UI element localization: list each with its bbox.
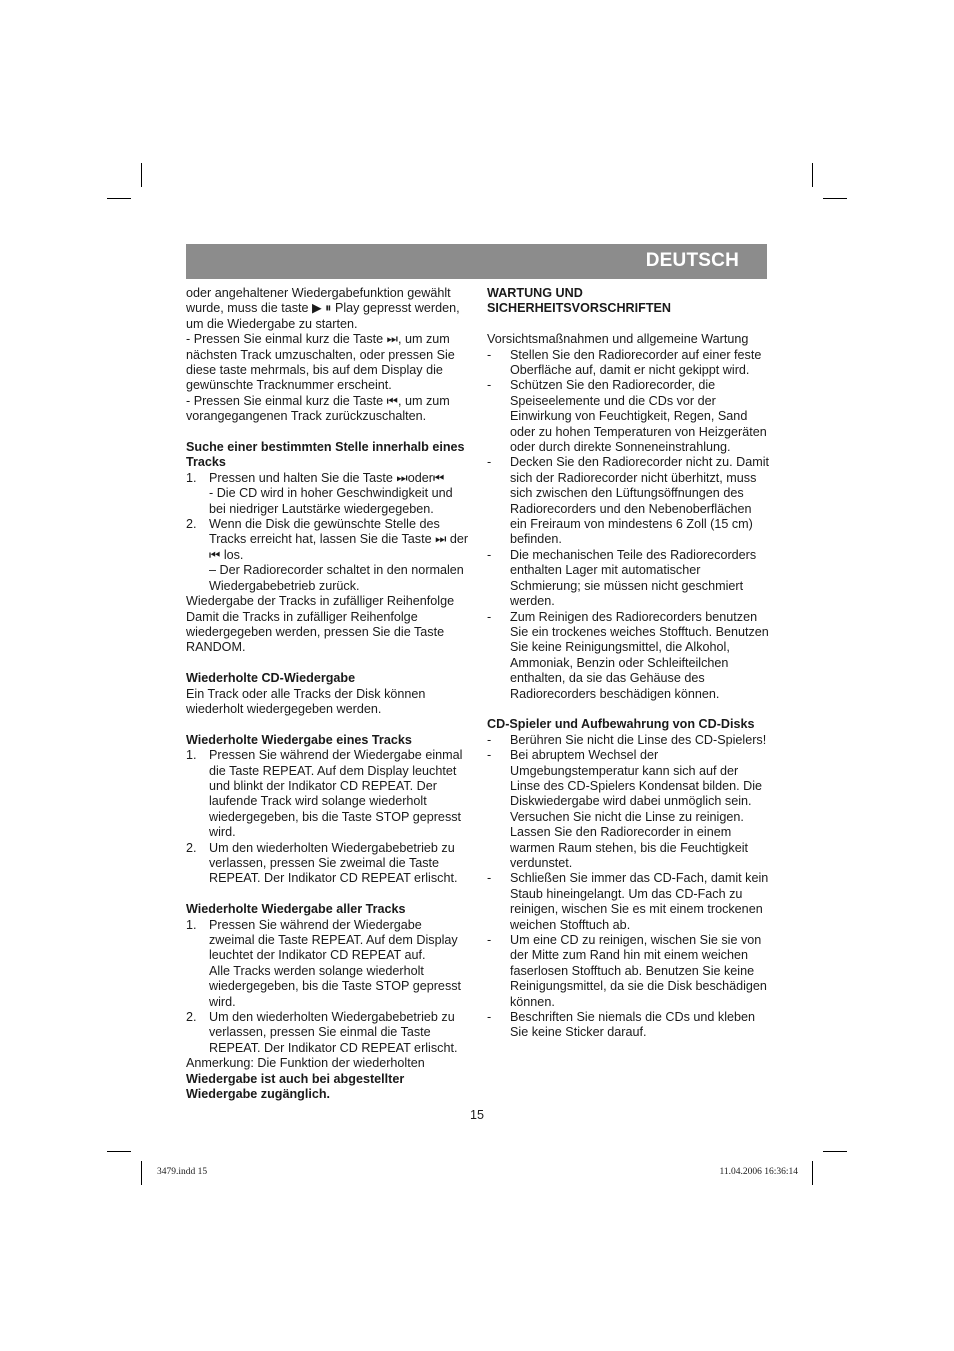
paragraph: Damit die Tracks in zufälliger Reihenfolge wiedergegeben werden, pressen Sie die Taste RANDOM. (186, 609, 445, 655)
section-heading: Wiederholte CD-Wiedergabe (186, 671, 356, 686)
paragraph: - Pressen Sie einmal kurz die Taste ⏮, um zum vorangegangenen Track zurückzuschalten. (186, 393, 450, 424)
list-text: Schützen Sie den Radiorecorder, die Speiseelemente und die CDs vor der Einwirkung von Feuchtigkeit, Regen, Sand oder zu hohen Temperaturen von Heizgeräten oder durch direkte Sonneneinstrahlung. (510, 378, 767, 455)
list-number: 2. (186, 840, 197, 855)
list-item (487, 933, 769, 1010)
crop-mark (141, 1161, 142, 1185)
note-bold: Wiedergabe ist auch bei abgestellter Wiedergabe zugänglich. (186, 1071, 405, 1102)
list-number: 2. (186, 1010, 197, 1025)
paragraph: Wiedergabe der Tracks in zufälliger Reihenfolge (186, 594, 455, 609)
list-item (487, 548, 769, 610)
list-item (487, 748, 769, 871)
list-text: Pressen Sie während der Wiedergabe einmal die Taste REPEAT. Auf dem Display leuchtet und blinkt der Indikator CD REPEAT. Der laufende Track wird solange wiederholt wiedergegeben, bis die Taste STOP gepresst wird. (209, 748, 463, 840)
note: Anmerkung: Die Funktion der wiederholten (186, 1056, 425, 1071)
list-item (186, 471, 470, 517)
right-column (487, 286, 769, 1041)
list-bullet: - (487, 347, 492, 362)
crop-mark (823, 1151, 847, 1152)
list-bullet: - (487, 455, 492, 470)
list-text: Bei abruptem Wechsel der Umgebungstemperatur kann sich auf der Linse des CD-Spielers Kondensat bilden. Die Diskwiedergabe wird dabei unmöglich sein. Versuchen Sie nicht die Linse zu reinigen. Lassen Sie den Radiorecorder in einem warmen Raum stehen, bis die Feuchtigkeit verdunstet. (510, 748, 763, 870)
list-text: Decken Sie den Radiorecorder nicht zu. Damit sich der Radiorecorder nicht überhitzt, muss sich zwischen den Lüftungsöffnungen des Radiorecorders und den Nebenoberflächen ein Freiraum von mindestens 6 Zoll (15 cm) befinden. (510, 455, 769, 547)
timestamp-slug: 11.04.2006 16:36:14 (719, 1167, 798, 1177)
section-heading: Suche einer bestimmten Stelle innerhalb eines Tracks (186, 440, 465, 470)
section-heading: WARTUNG UND SICHERHEITSVORSCHRIFTEN (487, 286, 672, 316)
crop-mark (812, 163, 813, 187)
list-text: Um den wiederholten Wiedergabebetrieb zu verlassen, pressen Sie einmal die Taste REPEAT. Der Indikator CD REPEAT erlischt. (209, 1010, 458, 1055)
paragraph: oder angehaltener Wiedergabefunktion gewählt wurde, muss die taste ▶ ⏸ Play gepresst werden, um die Wiedergabe zu starten. (186, 286, 460, 331)
list-bullet: - (487, 748, 492, 763)
crop-mark (823, 198, 847, 199)
language-header-bar (186, 244, 767, 279)
list-item (487, 733, 769, 748)
crop-mark (812, 1161, 813, 1185)
crop-mark (107, 1151, 131, 1152)
list-item (487, 348, 769, 379)
list-item (487, 455, 769, 547)
list-bullet: - (487, 378, 492, 393)
list-bullet: - (487, 609, 492, 624)
paragraph: Ein Track oder alle Tracks der Disk können wiederholt wiedergegeben werden. (186, 686, 426, 716)
list-item (186, 841, 470, 887)
file-slug: 3479.indd 15 (157, 1167, 208, 1177)
list-bullet: - (487, 732, 492, 747)
section-heading: Wiederholte Wiedergabe aller Tracks (186, 902, 406, 917)
list-number: 2. (186, 517, 197, 532)
list-bullet: - (487, 1010, 492, 1025)
list-item (186, 748, 470, 840)
section-heading: Wiederholte Wiedergabe eines Tracks (186, 732, 412, 747)
list-text: Stellen Sie den Radiorecorder auf einer feste Oberfläche auf, damit er nicht gekippt wird. (510, 347, 762, 378)
list-text: Wenn die Disk die gewünschte Stelle des Tracks erreicht hat, lassen Sie die Taste ⏭ der ⏮ los. (209, 517, 469, 562)
list-subtext: Alle Tracks werden solange wiederholt wiedergegeben, bis die Taste STOP gepresst wird. (209, 963, 462, 1009)
list-item (186, 918, 470, 1010)
section-subheading: Vorsichtsmaßnahmen und allgemeine Wartung (487, 332, 749, 347)
list-number: 1. (186, 917, 197, 932)
crop-mark (141, 163, 142, 187)
list-text: Zum Reinigen des Radiorecorders benutzen Sie ein trockenes weiches Stofftuch. Benutzen Sie keine Reinigungsmittel, die Alkohol, Ammoniak, Benzin oder Schleifteilchen enthalten, da sie das Gehäuse des Radiorecorders beschädigen können. (510, 609, 769, 701)
list-item (487, 610, 769, 702)
list-text: Pressen und halten Sie die Taste ⏭oder⏮ (209, 470, 445, 485)
list-subtext: - Die CD wird in hoher Geschwindigkeit und bei niedriger Lautstärke wiedergegeben. (209, 486, 453, 516)
list-text: Berühren Sie nicht die Linse des CD-Spielers! (510, 732, 767, 747)
list-bullet: - (487, 871, 492, 886)
list-text: Schließen Sie immer das CD-Fach, damit kein Staub hineingelangt. Um das CD-Fach zu reinigen, wischen Sie es mit einem trockenen weichen Stofftuch ab. (510, 871, 769, 932)
paragraph: - Pressen Sie einmal kurz die Taste ⏭, um zum nächsten Track umzuschalten, oder pressen Sie diese taste mehrmals, bis auf dem Display die gewünschte Tracknummer erscheint. (186, 332, 455, 393)
list-text: Pressen Sie während der Wiedergabe zweimal die Taste REPEAT. Auf dem Display leuchtet der Indikator CD REPEAT auf. (209, 917, 458, 963)
list-item (487, 871, 769, 933)
page-number: 15 (469, 1108, 484, 1122)
list-item (487, 1010, 769, 1041)
section-heading: CD-Spieler und Aufbewahrung von CD-Disks (487, 717, 755, 732)
left-column (186, 286, 470, 1102)
list-bullet: - (487, 547, 492, 562)
list-text: Die mechanischen Teile des Radiorecorders enthalten Lager mit automatischer Schmierung; sie müssen nicht geschmiert werden. (510, 547, 757, 609)
language-title: DEUTSCH (645, 250, 739, 271)
list-number: 1. (186, 470, 197, 485)
list-item (186, 517, 470, 594)
crop-mark (107, 198, 131, 199)
list-text: Um den wiederholten Wiedergabebetrieb zu verlassen, pressen Sie zweimal die Taste REPEAT. Der Indikator CD REPEAT erlischt. (209, 840, 458, 886)
list-item (487, 378, 769, 455)
list-text: Beschriften Sie niemals die CDs und kleben Sie keine Sticker darauf. (510, 1010, 756, 1040)
list-text: Um eine CD zu reinigen, wischen Sie sie von der Mitte zum Rand hin mit einem weichen faserlosen Stofftuch ab. Benutzen Sie keine Reinigungsmittel, da sie die Disk beschädigen können. (510, 933, 767, 1009)
list-number: 1. (186, 748, 197, 763)
list-bullet: - (487, 933, 492, 948)
list-subtext: – Der Radiorecorder schaltet in den normalen Wiedergabebetrieb zurück. (209, 563, 464, 593)
list-item (186, 1010, 470, 1056)
